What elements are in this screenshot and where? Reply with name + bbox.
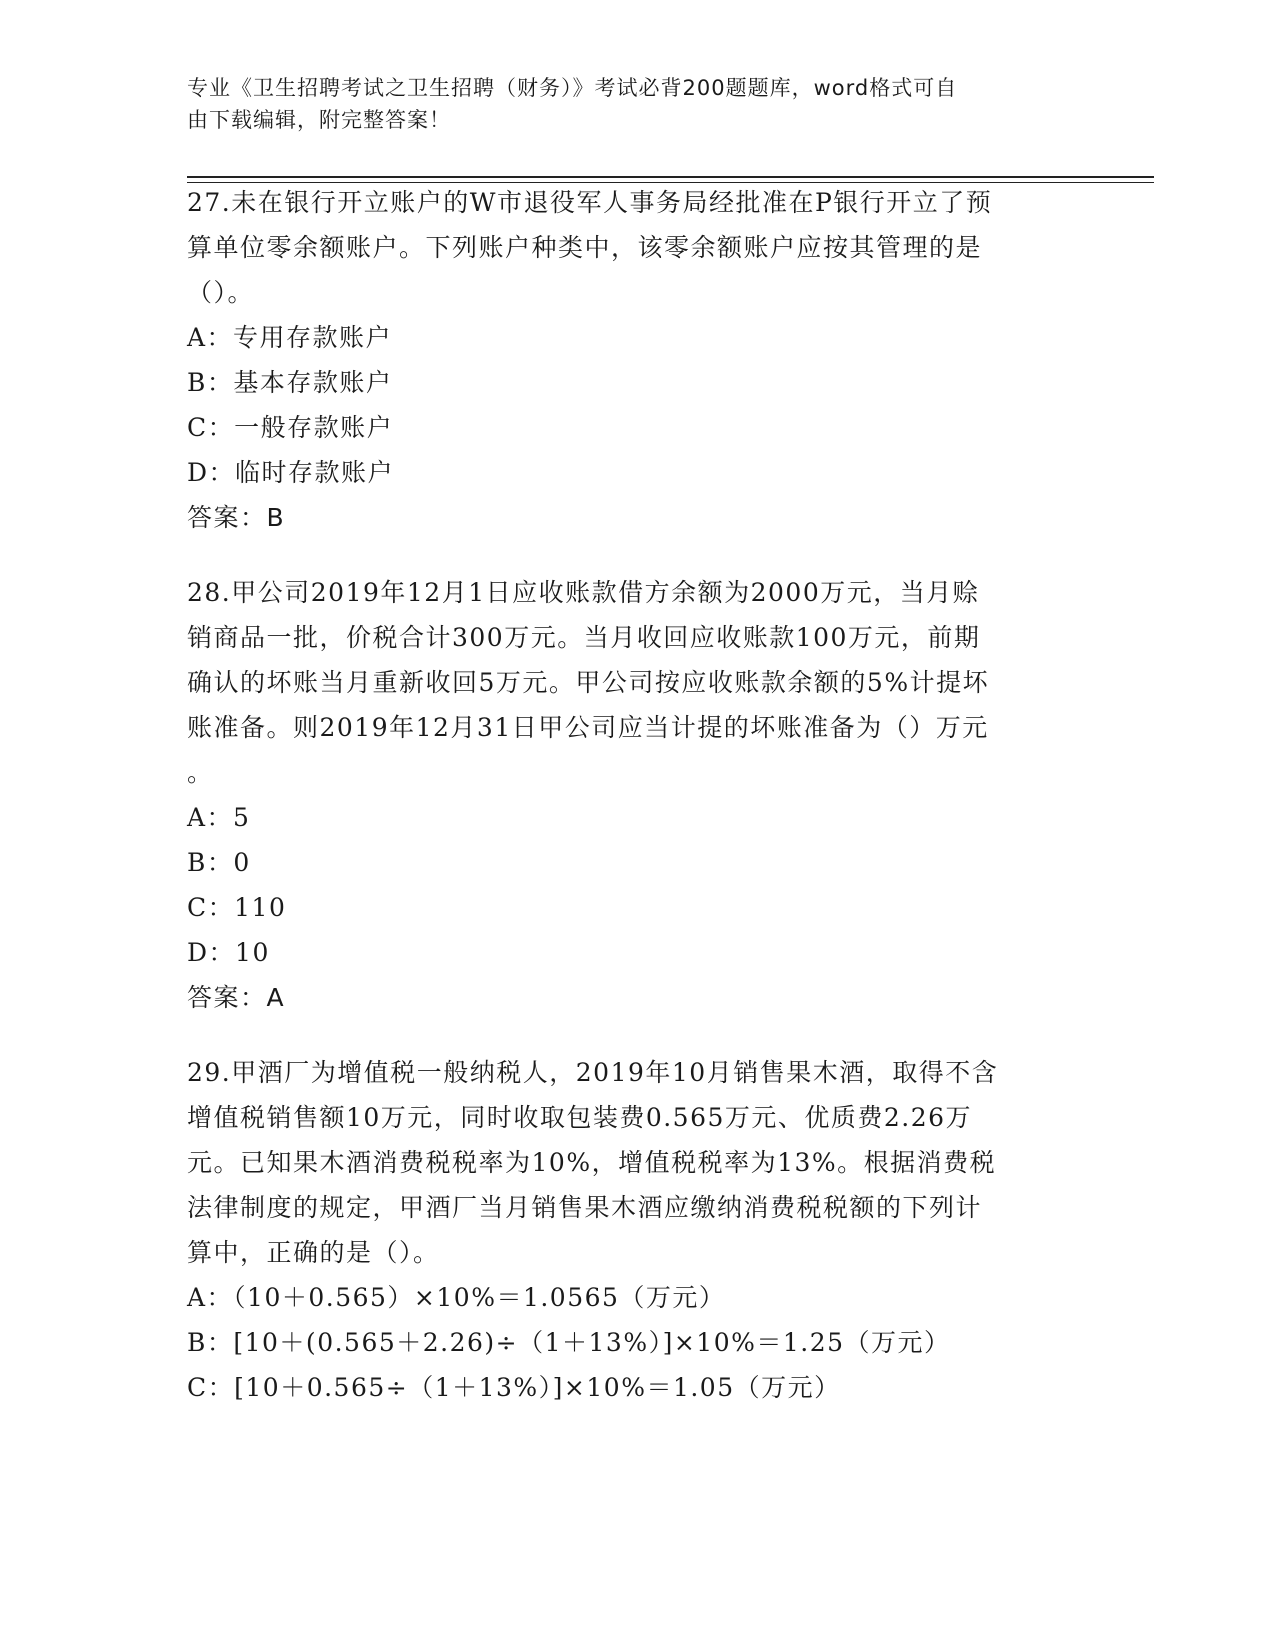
stem-line: 确认的坏账当月重新收回5万元。甲公司按应收账款余额的5%计提坏 xyxy=(187,668,990,697)
header-line-1: 专业《卫生招聘考试之卫生招聘（财务）》考试必背200题题库，word格式可自 xyxy=(187,76,958,100)
option-c: C：一般存款账户 xyxy=(187,413,394,442)
stem-line: 法律制度的规定，甲酒厂当月销售果木酒应缴纳消费税税额的下列计 xyxy=(187,1193,983,1222)
option-b: B：[10＋(0.565＋2.26)÷（1＋13%）]×10%＝1.25（万元） xyxy=(187,1328,951,1357)
stem-line: 算中，正确的是（）。 xyxy=(187,1238,440,1267)
question-stem xyxy=(187,180,1087,315)
stem-line: 增值税销售额10万元，同时收取包装费0.565万元、优质费2.26万 xyxy=(187,1103,973,1132)
option-c: C：[10＋0.565÷（1＋13%）]×10%＝1.05（万元） xyxy=(187,1373,841,1402)
stem-line: 27.未在银行开立账户的W市退役军人事务局经批准在P银行开立了预 xyxy=(187,188,993,217)
question-29 xyxy=(187,1050,1087,1410)
stem-line: 销商品一批，价税合计300万元。当月收回应收账款100万元，前期 xyxy=(187,623,981,652)
answer-label: 答案：A xyxy=(187,983,286,1012)
stem-line: 元。已知果木酒消费税税率为10%，增值税税率为13%。根据消费税 xyxy=(187,1148,997,1177)
header-line-2: 由下载编辑，附完整答案！ xyxy=(187,108,451,132)
stem-line: 账准备。则2019年12月31日甲公司应当计提的坏账准备为（）万元 xyxy=(187,713,989,742)
question-stem xyxy=(187,570,1087,795)
stem-line: 29.甲酒厂为增值税一般纳税人，2019年10月销售果木酒，取得不含 xyxy=(187,1058,999,1087)
question-27 xyxy=(187,180,1087,540)
option-a: A：5 xyxy=(187,803,251,832)
header-divider-thick xyxy=(187,176,1154,178)
document-header xyxy=(187,72,1087,136)
stem-line: （）。 xyxy=(187,278,255,307)
stem-line: 28.甲公司2019年12月1日应收账款借方余额为2000万元，当月赊 xyxy=(187,578,980,607)
question-stem xyxy=(187,1050,1087,1275)
option-b: B：0 xyxy=(187,848,251,877)
option-d: D：临时存款账户 xyxy=(187,458,395,487)
stem-line: 。 xyxy=(187,758,214,787)
option-d: D：10 xyxy=(187,938,270,967)
option-a: A：专用存款账户 xyxy=(187,323,393,352)
option-c: C：110 xyxy=(187,893,287,922)
stem-line: 算单位零余额账户。下列账户种类中，该零余额账户应按其管理的是 xyxy=(187,233,983,262)
question-28 xyxy=(187,570,1087,1020)
option-b: B：基本存款账户 xyxy=(187,368,393,397)
option-a: A：（10＋0.565）×10%＝1.0565（万元） xyxy=(187,1283,726,1312)
answer-label: 答案：B xyxy=(187,503,286,532)
